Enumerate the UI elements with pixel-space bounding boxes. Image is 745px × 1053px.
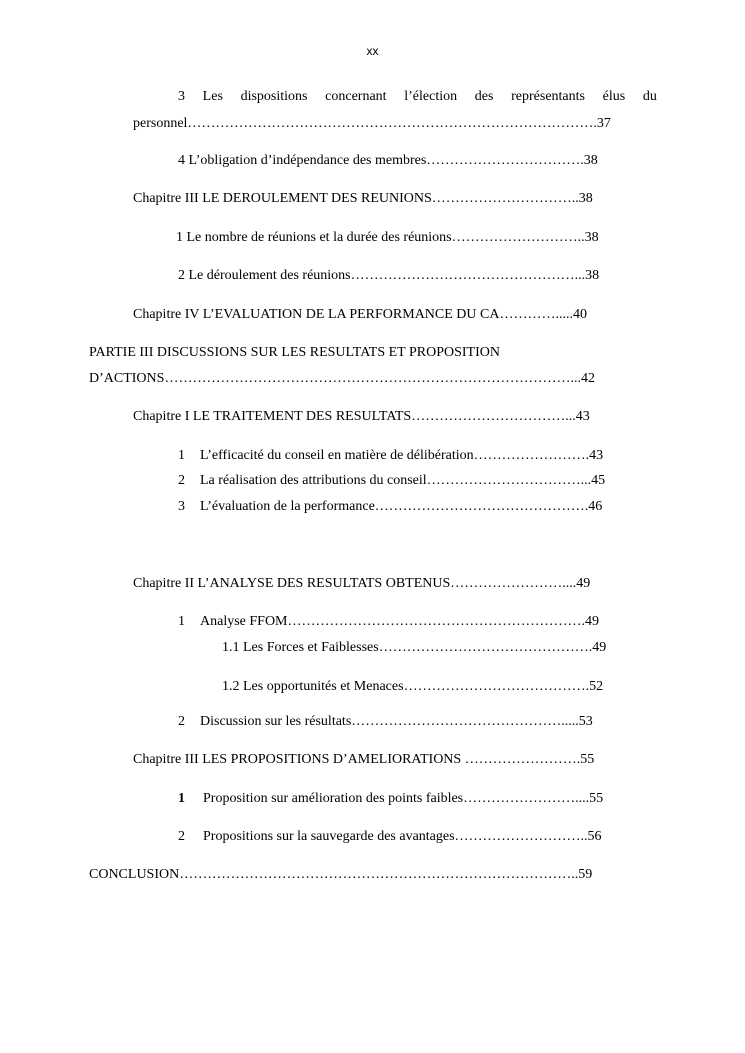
toc-word: élus (602, 89, 626, 104)
toc-entry-forces-faiblesses: 1.1 Les Forces et Faiblesses……………………………………….49 (222, 640, 607, 655)
toc-part-three-line2: D’ACTIONS……………………………………………………………………………...42 (89, 371, 595, 386)
toc-chapter-deroulement: Chapitre III LE DEROULEMENT DES REUNIONS…………………………..38 (133, 191, 593, 206)
toc-entry-number: 3 (178, 499, 185, 514)
toc-entry-number: 2 (178, 473, 185, 488)
toc-entry-points-faibles (178, 790, 603, 808)
toc-entry-number: 1 (178, 791, 185, 806)
toc-word: du (642, 89, 657, 104)
page-number: xx (366, 44, 379, 58)
toc-chapter-traitement: Chapitre I LE TRAITEMENT DES RESULTATS……………………………...43 (133, 409, 590, 424)
toc-entry-text: Analyse FFOM……………………………………………………….49 (200, 614, 600, 629)
toc-entry-independance: 4 L’obligation d’indépendance des membres…………………………….38 (178, 153, 598, 168)
toc-entry-avantages (178, 828, 602, 846)
toc-entry-text: L’efficacité du conseil en matière de délibération…………………….43 (200, 448, 604, 463)
toc-entry-attributions (178, 472, 605, 490)
toc-chapter-analyse: Chapitre II L’ANALYSE DES RESULTATS OBTENUS……………………....49 (133, 576, 591, 591)
toc-word: 3 (178, 89, 185, 104)
toc-word: dispositions (240, 89, 308, 104)
toc-entry-text: Proposition sur amélioration des points faibles……………………....55 (203, 791, 604, 806)
toc-word: l’élection (404, 89, 458, 104)
toc-part-three-line1: PARTIE III DISCUSSIONS SUR LES RESULTATS ET PROPOSITION (89, 345, 500, 360)
toc-entry-text: La réalisation des attributions du conseil……………………………...45 (200, 473, 606, 488)
toc-word: représentants (511, 89, 585, 104)
toc-word: Les (202, 89, 223, 104)
toc-entry-evaluation-performance (178, 498, 602, 516)
toc-entry-efficacite (178, 447, 603, 465)
toc-conclusion: CONCLUSION…………………………………………………………………………..59 (89, 867, 593, 882)
toc-entry-number: 1 (178, 614, 185, 629)
toc-entry-number: 2 (178, 829, 185, 844)
toc-entry-text: L’évaluation de la performance……………………………………….46 (200, 499, 603, 514)
toc-entry-text: Propositions sur la sauvegarde des avantages………………………..56 (203, 829, 602, 844)
toc-entry-discussion (178, 713, 593, 731)
toc-entry-number: 1 (178, 448, 185, 463)
toc-entry-number: 2 (178, 714, 185, 729)
toc-word: des (474, 89, 494, 104)
toc-entry-opportunites-menaces: 1.2 Les opportunités et Menaces………………………………….52 (222, 679, 604, 694)
toc-entry-election-line2: personnel…………………………………………………………………………….37 (133, 116, 611, 131)
toc-entry-deroulement-reunions: 2 Le déroulement des réunions…………………………………………...38 (178, 268, 600, 283)
toc-chapter-propositions: Chapitre III LES PROPOSITIONS D’AMELIORATIONS …………………….55 (133, 752, 595, 767)
toc-entry-ffom (178, 613, 599, 631)
toc-chapter-evaluation: Chapitre IV L’EVALUATION DE LA PERFORMANCE DU CA………….....40 (133, 307, 587, 322)
toc-word: concernant (325, 89, 387, 104)
toc-entry-election-line1 (178, 88, 657, 106)
toc-entry-text: Discussion sur les résultats……………………………………….....53 (200, 714, 593, 729)
toc-entry-nombre-reunions: 1 Le nombre de réunions et la durée des réunions………………………..38 (176, 230, 599, 245)
